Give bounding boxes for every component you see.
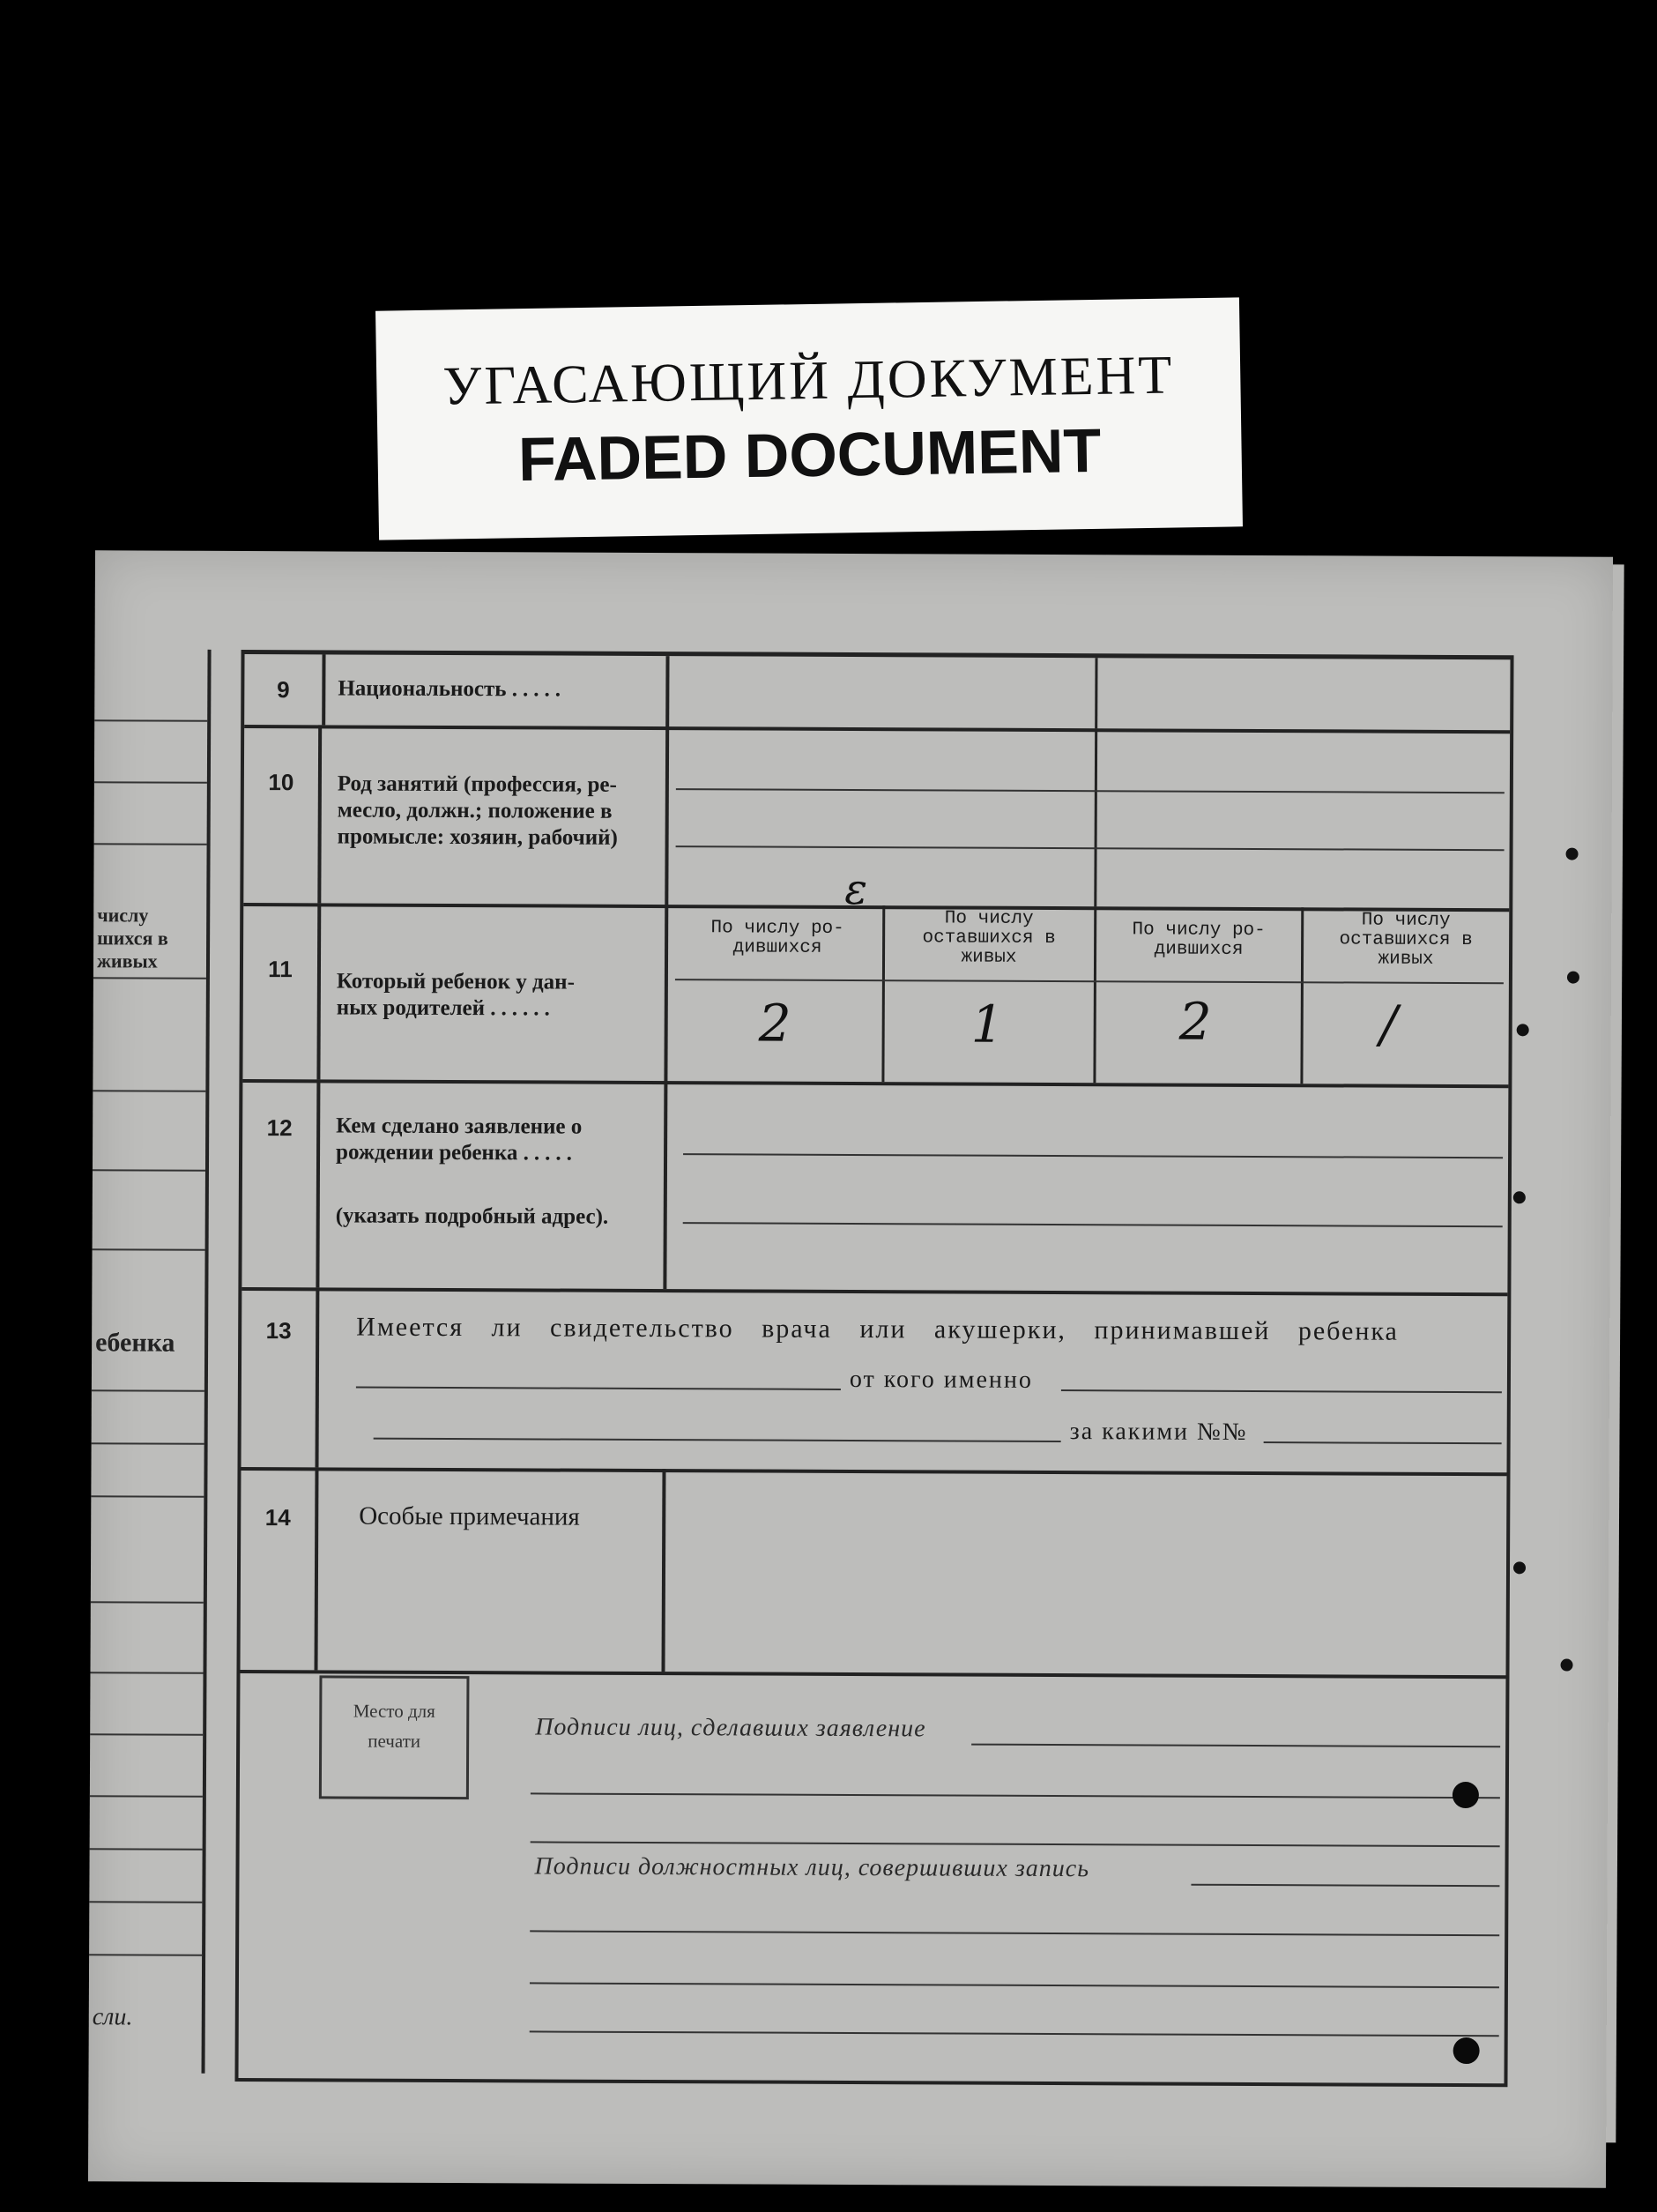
sub-header-alive-1-line-2: оставшихся в — [922, 927, 1056, 950]
official-signatures-label: Подписи должностных лиц, совершивших запись — [534, 1852, 1090, 1883]
certificate-question: Имеется ли свидетельство врача или акушерки, принимавшей ребенка — [356, 1312, 1399, 1346]
seal-place-line-2: печати — [368, 1730, 421, 1752]
row-remarks — [240, 1467, 1506, 1679]
handwritten-alive-1: 1 — [970, 994, 1004, 1054]
row-certificate — [241, 1287, 1507, 1476]
sub-header-alive-1 — [887, 909, 1091, 968]
child-order-label — [323, 903, 668, 1081]
row-occupation — [243, 725, 1510, 915]
row-number-12: 12 — [241, 1079, 320, 1287]
row-number-13: 13 — [241, 1287, 320, 1467]
occupation-label-line-1: Род занятий (профессия, ре- — [337, 771, 617, 797]
left-fragment-1: числу — [97, 904, 149, 927]
seal-place-line-1: Место для — [353, 1700, 435, 1722]
label-title-en: FADED DOCUMENT — [517, 415, 1102, 495]
child-order-label-line-1: Который ребенок у дан- — [336, 969, 576, 994]
nationality-label-text: Национальность — [338, 676, 507, 702]
applicant-label — [323, 1079, 667, 1289]
left-fragment-5: сли. — [92, 2003, 133, 2031]
left-fragment-2: шихся в — [97, 927, 168, 950]
remarks-label — [322, 1467, 666, 1672]
sub-header-born-1-line-2: дившихся — [732, 937, 822, 958]
sub-header-born-1 — [675, 919, 880, 958]
sub-header-born-2-line-2: дившихся — [1154, 939, 1244, 960]
row-child-order — [242, 864, 1509, 1088]
row-nationality — [244, 654, 1510, 734]
row-number-14: 14 — [241, 1467, 319, 1670]
left-fragment-3: живых — [96, 950, 158, 972]
sub-header-born-2-line-1: По числу ро- — [1132, 920, 1266, 942]
nationality-dots: ..... — [511, 677, 567, 702]
applicant-label-line-1: Кем сделано заявление о — [336, 1113, 583, 1139]
sub-header-born-2 — [1098, 920, 1299, 960]
left-fragment-4: ебенка — [95, 1328, 175, 1358]
nationality-label — [325, 654, 669, 726]
registration-table — [234, 650, 1513, 2087]
label-title-ru: УГАСАЮЩИЙ ДОКУМЕНТ — [442, 345, 1175, 417]
certificate-from-whom: от кого именно — [849, 1365, 1033, 1394]
handwritten-born-2: 2 — [1178, 991, 1212, 1052]
sub-header-born-1-line-1: По числу ро- — [710, 918, 844, 939]
sub-header-alive-2-line-1: По числу — [1361, 910, 1451, 931]
row-number-10: 10 — [243, 725, 322, 903]
form-page — [88, 550, 1613, 2187]
occupation-label — [324, 725, 669, 905]
applicant-signatures-label: Подписи лиц, сделавших заявление — [535, 1713, 926, 1743]
sub-header-alive-1-line-3: живых — [961, 947, 1017, 968]
row-number-11: 11 — [242, 903, 321, 1079]
sub-header-alive-1-line-1: По числу — [944, 908, 1034, 929]
faded-document-label — [375, 297, 1243, 540]
certificate-numbers: за какими №№ — [1069, 1418, 1248, 1446]
occupation-label-line-2: месло, должн.; положение в — [337, 798, 613, 823]
handwritten-born-1: 2 — [758, 993, 791, 1054]
remarks-label-text: Особые примечания — [359, 1501, 580, 1531]
handwritten-alive-2: / — [1379, 994, 1398, 1054]
child-order-dots: ...... — [490, 996, 555, 1021]
occupation-label-line-3: промысле: хозяин, рабочий) — [337, 824, 618, 850]
seal-place-box — [319, 1675, 470, 1799]
applicant-label-line-3: (указать подробный адрес). — [335, 1203, 609, 1229]
applicant-label-line-2: рождении ребенка — [336, 1140, 518, 1166]
sub-header-alive-2 — [1305, 911, 1506, 970]
row-number-9: 9 — [244, 654, 325, 725]
child-order-label-line-2: ных родителей — [336, 995, 486, 1021]
left-fragment-column — [89, 649, 212, 2074]
sub-header-alive-2-line-3: живых — [1378, 949, 1434, 970]
sub-header-alive-2-line-2: оставшихся в — [1339, 929, 1473, 951]
applicant-dots: ..... — [523, 1141, 577, 1166]
handwritten-mark: ε — [844, 864, 868, 915]
row-applicant — [241, 1079, 1508, 1296]
